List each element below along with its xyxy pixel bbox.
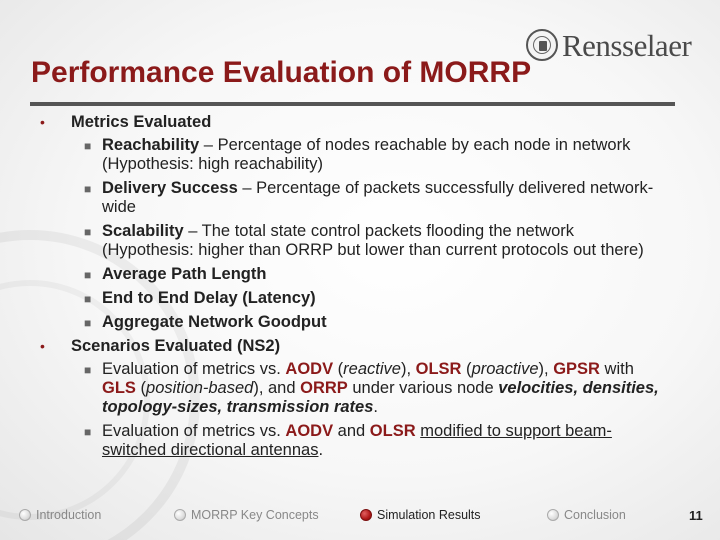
nav-label: Conclusion [564, 508, 626, 522]
protocol-name: GPSR [553, 360, 600, 378]
square-bullet-icon: ■ [84, 292, 92, 306]
text: . [373, 398, 378, 416]
metric-term: Delivery Success [102, 179, 238, 197]
text: under various node [347, 379, 499, 397]
metric-term: Average Path Length [102, 265, 267, 283]
text: ), and [253, 379, 301, 397]
sub-bullet [0, 179, 720, 217]
metric-term: End to End Delay (Latency) [102, 289, 316, 307]
square-bullet-icon: ■ [84, 139, 92, 153]
text: with [599, 360, 634, 378]
nav-label: MORRP Key Concepts [191, 508, 319, 522]
footer-nav [0, 505, 720, 527]
text: ( [135, 379, 147, 397]
nav-label: Introduction [36, 508, 102, 522]
sub-bullet [0, 313, 720, 332]
nav-introduction[interactable] [19, 508, 101, 522]
text: . [318, 441, 324, 459]
bullet-metrics [0, 113, 720, 132]
protocol-name: ORRP [300, 379, 348, 397]
underlined-text: modified to support beam-switched directional antennas [102, 422, 612, 459]
sub-bullet [0, 136, 720, 174]
nav-dot-active-icon [360, 509, 372, 521]
rensselaer-logo [526, 28, 691, 62]
protocol-type: reactive [343, 360, 401, 378]
text: and [333, 422, 370, 440]
nav-conclusion[interactable] [547, 508, 626, 522]
metric-desc: – The total state control packets flooding the network (Hypothesis: higher than ORRP but lower than current protocols out there) [102, 222, 644, 259]
sub-bullet [0, 265, 720, 284]
sub-bullet [0, 222, 720, 260]
protocol-name: AODV [285, 360, 334, 378]
text: ), [538, 360, 554, 378]
protocol-name: OLSR [369, 422, 416, 440]
protocol-type: position-based [146, 379, 254, 397]
section-label: Scenarios Evaluated (NS2) [71, 337, 281, 355]
bullet-dot-icon: • [40, 338, 45, 354]
protocol-name: AODV [285, 422, 334, 440]
metric-term: Reachability [102, 136, 200, 154]
square-bullet-icon: ■ [84, 316, 92, 330]
metric-desc: – Percentage of nodes reachable by each node in network (Hypothesis: high reachability) [102, 136, 631, 173]
square-bullet-icon: ■ [84, 268, 92, 282]
metric-term: Scalability [102, 222, 184, 240]
nav-label: Simulation Results [377, 508, 481, 522]
nav-dot-icon [19, 509, 31, 521]
protocol-name: OLSR [415, 360, 462, 378]
sub-bullet [0, 360, 720, 417]
protocol-name: GLS [102, 379, 136, 397]
text: ), [400, 360, 416, 378]
text: ( [333, 360, 344, 378]
protocol-type: proactive [471, 360, 539, 378]
slide-title: Performance Evaluation of MORRP [31, 56, 532, 89]
sub-bullet [0, 289, 720, 308]
metric-term: Aggregate Network Goodput [102, 313, 327, 331]
bullet-dot-icon: • [40, 114, 45, 130]
page-number: 11 [689, 508, 703, 523]
section-label: Metrics Evaluated [71, 113, 212, 131]
parameters: velocities, densities, topology-sizes, transmission rates [102, 379, 659, 416]
square-bullet-icon: ■ [84, 363, 92, 377]
square-bullet-icon: ■ [84, 425, 92, 439]
metric-desc: – Percentage of packets successfully delivered network-wide [102, 179, 654, 216]
nav-simulation-results[interactable] [360, 508, 481, 522]
text: Evaluation of metrics vs. [102, 360, 286, 378]
nav-dot-icon [174, 509, 186, 521]
bullet-scenarios [0, 337, 720, 356]
nav-dot-icon [547, 509, 559, 521]
slide-content [0, 113, 720, 465]
sub-bullet [0, 422, 720, 460]
title-divider [30, 102, 675, 106]
square-bullet-icon: ■ [84, 182, 92, 196]
logo-text: Rensselaer [562, 27, 692, 63]
square-bullet-icon: ■ [84, 225, 92, 239]
text: Evaluation of metrics vs. [102, 422, 286, 440]
nav-morrp-key-concepts[interactable] [174, 508, 319, 522]
text: ( [461, 360, 472, 378]
